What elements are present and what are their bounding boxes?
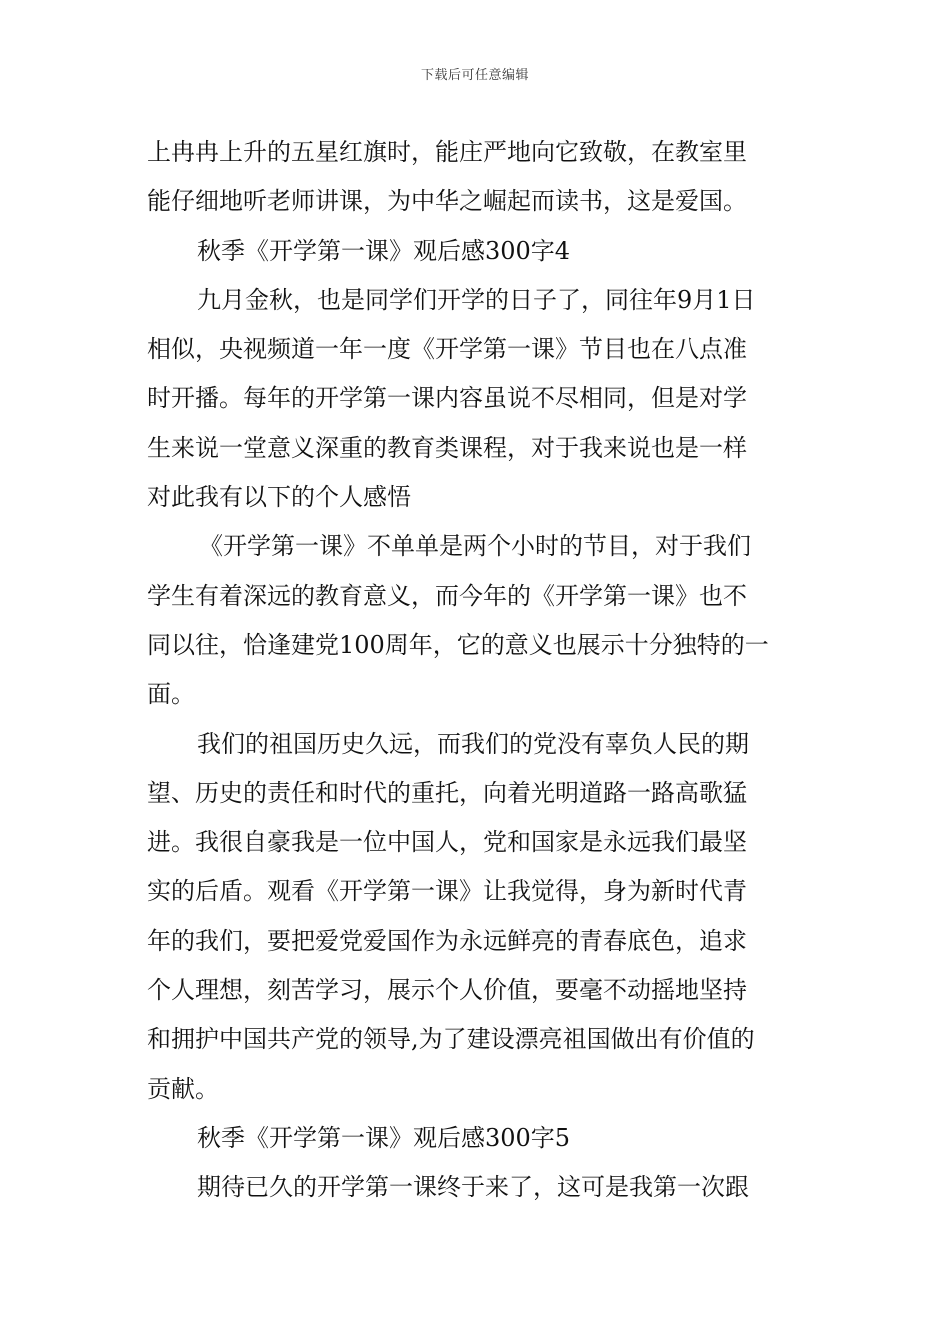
text-line: 望、历史的责任和时代的重托，向着光明道路一路高歌猛 [147, 778, 747, 807]
text-line: 上冉冉上升的五星红旗时，能庄严地向它致敬，在教室里 [147, 138, 747, 166]
text-line: 生来说一堂意义深重的教育类课程，对于我来说也是一样 [147, 433, 747, 462]
text-line: 实的后盾。观看《开学第一课》让我觉得，身为新时代青 [147, 877, 747, 906]
text-line: 贡献。 [147, 1074, 219, 1103]
text-line: 能仔细地听老师讲课，为中华之崛起而读书，这是爱国。 [147, 187, 747, 216]
text-line: 同以往，恰逢建党100周年，它的意义也展示十分独特的一 [147, 630, 769, 659]
text-line: 《开学第一课》不单单是两个小时的节目，对于我们 [199, 532, 751, 561]
section-heading: 秋季《开学第一课》观后感300字4 [197, 236, 571, 265]
text-line: 相似，央视频道一年一度《开学第一课》节目也在八点准 [147, 335, 747, 364]
text-line: 进。我很自豪我是一位中国人，党和国家是永远我们最坚 [147, 828, 747, 857]
section-heading: 秋季《开学第一课》观后感300字5 [197, 1123, 571, 1152]
text-line: 九月金秋，也是同学们开学的日子了，同往年9月1日 [197, 285, 756, 314]
text-line: 我们的祖国历史久远，而我们的党没有辜负人民的期 [197, 729, 749, 758]
text-line: 时开播。每年的开学第一课内容虽说不尽相同，但是对学 [147, 384, 747, 413]
page-header: 下载后可任意编辑 [420, 68, 529, 83]
document-body [147, 128, 807, 1213]
text-line: 个人理想，刻苦学习，展示个人价值，要毫不动摇地坚持 [147, 976, 747, 1005]
text-line: 学生有着深远的教育意义，而今年的《开学第一课》也不 [147, 581, 747, 610]
text-line: 和拥护中国共产党的领导,为了建设漂亮祖国做出有价值的 [147, 1025, 755, 1054]
text-line: 年的我们，要把爱党爱国作为永远鲜亮的青春底色，追求 [147, 926, 747, 955]
text-line: 期待已久的开学第一课终于来了，这可是我第一次跟 [197, 1173, 749, 1202]
text-line: 对此我有以下的个人感悟 [147, 483, 411, 512]
text-line: 面。 [147, 680, 195, 709]
